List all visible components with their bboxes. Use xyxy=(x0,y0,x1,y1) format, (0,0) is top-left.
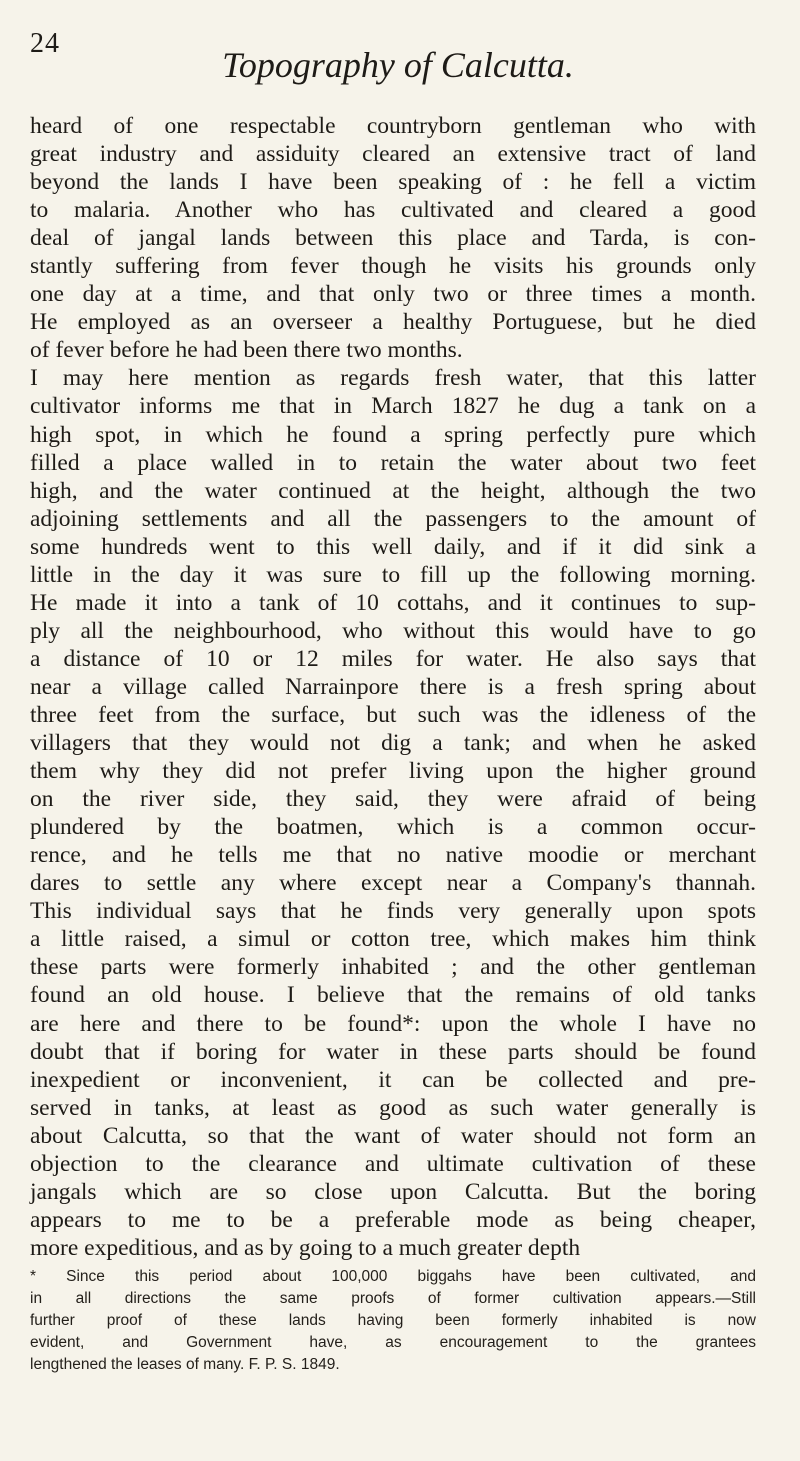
text-line: jangals which are so close upon Calcutta. But the boring xyxy=(30,1178,756,1205)
page-header xyxy=(30,28,756,85)
text-line: plundered by the boatmen, which is a common occur- xyxy=(30,814,756,841)
text-line: He made it into a tank of 10 cottahs, and it continues to sup- xyxy=(30,589,756,616)
footnote xyxy=(30,1266,756,1376)
text-line: dares to settle any where except near a Company's thannah. xyxy=(30,870,756,897)
text-line: objection to the clearance and ultimate cultivation of these xyxy=(30,1150,756,1177)
body-text xyxy=(30,112,756,1262)
text-line: found an old house. I believe that the remains of old tanks xyxy=(30,982,756,1009)
text-line: to malaria. Another who has cultivated and cleared a good xyxy=(30,197,756,224)
text-line: rence, and he tells me that no native moodie or merchant xyxy=(30,842,756,869)
text-line: beyond the lands I have been speaking of : he fell a victim xyxy=(30,169,756,196)
text-line: great industry and assiduity cleared an extensive tract of land xyxy=(30,141,756,168)
text-line: inexpedient or inconvenient, it can be collected and pre- xyxy=(30,1066,756,1093)
text-line: He employed as an overseer a healthy Portuguese, but he died xyxy=(30,309,756,336)
footnote-line: evident, and Government have, as encouragement to the grantees xyxy=(30,1333,756,1351)
text-line: filled a place walled in to retain the water about two feet xyxy=(30,449,756,476)
text-line: stantly suffering from fever though he visits his grounds only xyxy=(30,253,756,280)
text-line: I may here mention as regards fresh water, that this latter xyxy=(30,365,756,392)
text-line: near a village called Narrainpore there is a fresh spring about xyxy=(30,673,756,700)
text-line: of fever before he had been there two months. xyxy=(30,337,463,364)
text-line: ply all the neighbourhood, who without this would have to go xyxy=(30,617,756,644)
footnote-line: further proof of these lands having been formerly inhabited is now xyxy=(30,1311,756,1329)
text-line: on the river side, they said, they were afraid of being xyxy=(30,786,756,813)
text-line: are here and there to be found*: upon the whole I have no xyxy=(30,1010,756,1037)
text-line: This individual says that he finds very generally upon spots xyxy=(30,898,756,925)
running-head: Topography of Calcutta. xyxy=(222,45,574,85)
text-line: deal of jangal lands between this place and Tarda, is con- xyxy=(30,225,756,252)
footnote-line: * Since this period about 100,000 biggahs have been cultivated, and xyxy=(30,1267,756,1285)
text-line: cultivator informs me that in March 1827 he dug a tank on a xyxy=(30,393,756,420)
text-line: them why they did not prefer living upon the higher ground xyxy=(30,758,756,785)
text-line: appears to me to be a preferable mode as being cheaper, xyxy=(30,1206,756,1233)
footnote-line: lengthened the leases of many. F. P. S. 1849. xyxy=(30,1355,340,1373)
text-line: heard of one respectable countryborn gentleman who with xyxy=(30,113,756,139)
footnote-line: in all directions the same proofs of former cultivation appears.—Still xyxy=(30,1289,756,1307)
text-line: more expeditious, and as by going to a much greater depth xyxy=(30,1234,581,1261)
text-line: high, and the water continued at the height, although the two xyxy=(30,477,756,504)
text-line: villagers that they would not dig a tank; and when he asked xyxy=(30,730,756,757)
text-line: adjoining settlements and all the passengers to the amount of xyxy=(30,505,756,532)
text-line: little in the day it was sure to fill up the following morning. xyxy=(30,561,756,588)
text-line: served in tanks, at least as good as such water generally is xyxy=(30,1094,756,1121)
text-line: high spot, in which he found a spring perfectly pure which xyxy=(30,421,756,448)
text-line: these parts were formerly inhabited ; and the other gentleman xyxy=(30,954,756,981)
text-line: a little raised, a simul or cotton tree, which makes him think xyxy=(30,926,756,953)
page-number: 24 xyxy=(30,28,60,59)
text-line: some hundreds went to this well daily, and if it did sink a xyxy=(30,533,756,560)
text-line: about Calcutta, so that the want of water should not form an xyxy=(30,1122,756,1149)
text-line: one day at a time, and that only two or three times a month. xyxy=(30,281,756,308)
text-line: three feet from the surface, but such was the idleness of the xyxy=(30,701,756,728)
text-line: a distance of 10 or 12 miles for water. He also says that xyxy=(30,645,756,672)
text-line: doubt that if boring for water in these parts should be found xyxy=(30,1038,756,1065)
